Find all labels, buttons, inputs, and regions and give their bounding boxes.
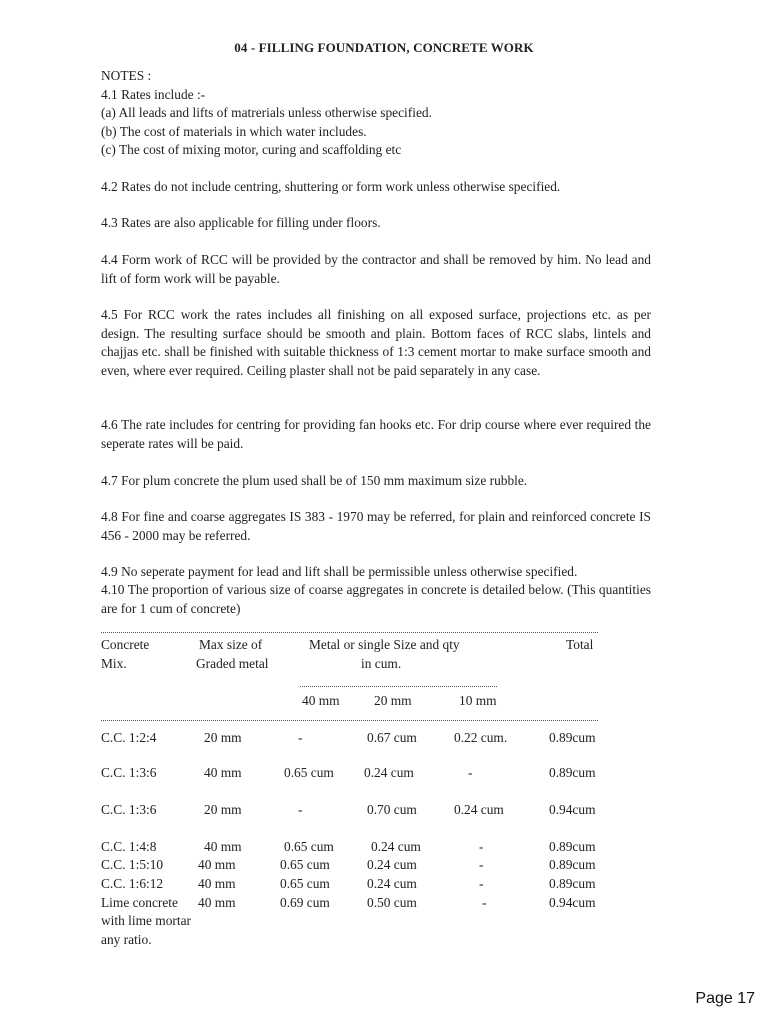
header-metal-line1: Metal or single Size and qty — [309, 637, 460, 652]
row2-max: 40 mm — [204, 765, 242, 780]
note-4-1-item-b: (b) The cost of materials in which water includes. — [101, 123, 367, 139]
row7-total: 0.94cum — [549, 895, 596, 910]
row4-q10: - — [479, 839, 484, 854]
note-4-3: 4.3 Rates are also applicable for filling under floors. — [101, 215, 381, 230]
row7-q40: 0.69 cum — [280, 895, 330, 910]
row7-q10: - — [482, 895, 487, 910]
note-4-1-item-c: (c) The cost of mixing motor, curing and scaffolding etc — [101, 142, 402, 157]
row5-q20: 0.24 cum — [367, 857, 417, 872]
row1-q10: 0.22 cum. — [454, 730, 508, 745]
row3-q10: 0.24 cum — [454, 802, 504, 817]
note-4-10: 4.10 The proportion of various size of coarse aggregates in concrete is detailed below. (This quantities are for 1 cum of concrete) — [101, 582, 651, 616]
header-maxsize-line1: Max size of — [199, 637, 263, 652]
note-4-6: 4.6 The rate includes for centring for providing fan hooks etc. For drip course where ever required the seperate rates will be paid. — [101, 417, 651, 451]
header-mix-line2: Mix. — [101, 656, 127, 671]
row4-q20: 0.24 cum — [371, 839, 421, 854]
page-number: Page 17 — [695, 990, 755, 1007]
row4-total: 0.89cum — [549, 839, 596, 854]
note-4-5: 4.5 For RCC work the rates includes all finishing on all exposed surface, projections etc. as per design. The resulting surface should be smooth and plain. Bottom faces of RCC slabs, lintels and chajjas etc. shall be finished with suitable thickness of 1:3 cement mortar to make surface smooth and even, where ever required. Ceiling plaster shall not be paid separately in any case. — [101, 307, 651, 378]
page-title: 04 - FILLING FOUNDATION, CONCRETE WORK — [234, 40, 534, 55]
note-4-8: 4.8 For fine and coarse aggregates IS 383 - 1970 may be referred, for plain and reinforced concrete IS 456 - 2000 may be referred. — [101, 509, 651, 543]
row3-max: 20 mm — [204, 802, 242, 817]
row4-mix: C.C. 1:4:8 — [101, 839, 157, 854]
row2-total: 0.89cum — [549, 765, 596, 780]
row5-max: 40 mm — [198, 857, 236, 872]
row2-q20: 0.24 cum — [364, 765, 414, 780]
row5-q40: 0.65 cum — [280, 857, 330, 872]
row3-q20: 0.70 cum — [367, 802, 417, 817]
row3-q40: - — [298, 802, 303, 817]
notes-block — [101, 67, 651, 160]
row7-mix-line2: with lime mortar — [101, 913, 191, 928]
note-4-9: 4.9 No seperate payment for lead and lift shall be permissible unless otherwise specified. — [101, 564, 578, 579]
row7-max: 40 mm — [198, 895, 236, 910]
subheader-20mm: 20 mm — [374, 693, 412, 708]
row7-q20: 0.50 cum — [367, 895, 417, 910]
note-4-1-item-a: (a) All leads and lifts of matrerials unless otherwise specified. — [101, 105, 432, 120]
row1-q20: 0.67 cum — [367, 730, 417, 745]
row6-max: 40 mm — [198, 876, 236, 891]
row6-total: 0.89cum — [549, 876, 596, 891]
row1-q40: - — [298, 730, 303, 745]
header-total: Total — [566, 637, 594, 652]
subheader-10mm: 10 mm — [459, 693, 497, 708]
note-4-2: 4.2 Rates do not include centring, shuttering or form work unless otherwise specified. — [101, 179, 561, 194]
row3-total: 0.94cum — [549, 802, 596, 817]
table-header-rule — [101, 720, 598, 721]
header-maxsize-line2: Graded metal — [196, 656, 269, 671]
header-mix-line1: Concrete — [101, 637, 150, 652]
row2-q40: 0.65 cum — [284, 765, 334, 780]
subheader-rule — [300, 686, 497, 687]
row4-q40: 0.65 cum — [284, 839, 334, 854]
row5-mix: C.C. 1:5:10 — [101, 857, 164, 872]
row7-mix: Lime concrete — [101, 895, 178, 910]
row1-mix: C.C. 1:2:4 — [101, 730, 157, 745]
row3-mix: C.C. 1:3:6 — [101, 802, 157, 817]
row6-q20: 0.24 cum — [367, 876, 417, 891]
notes-heading: NOTES : — [101, 68, 152, 83]
note-4-1-heading: 4.1 Rates include :- — [101, 86, 206, 102]
row6-q40: 0.65 cum — [280, 876, 330, 891]
note-4-4: 4.4 Form work of RCC will be provided by the contractor and shall be removed by him. No lead and lift of form work will be payable. — [101, 252, 651, 286]
row2-q10: - — [468, 765, 473, 780]
row2-mix: C.C. 1:3:6 — [101, 765, 157, 780]
note-4-7: 4.7 For plum concrete the plum used shall be of 150 mm maximum size rubble. — [101, 473, 528, 488]
row6-q10: - — [479, 876, 484, 891]
row1-total: 0.89cum — [549, 730, 596, 745]
subheader-40mm: 40 mm — [302, 693, 340, 708]
row7-mix-line3: any ratio. — [101, 932, 152, 947]
row5-total: 0.89cum — [549, 857, 596, 872]
row6-mix: C.C. 1:6:12 — [101, 876, 164, 891]
table-top-rule — [101, 632, 598, 633]
row5-q10: - — [479, 857, 484, 872]
row4-max: 40 mm — [204, 839, 242, 854]
row1-max: 20 mm — [204, 730, 242, 745]
header-metal-line2: in cum. — [361, 656, 402, 671]
